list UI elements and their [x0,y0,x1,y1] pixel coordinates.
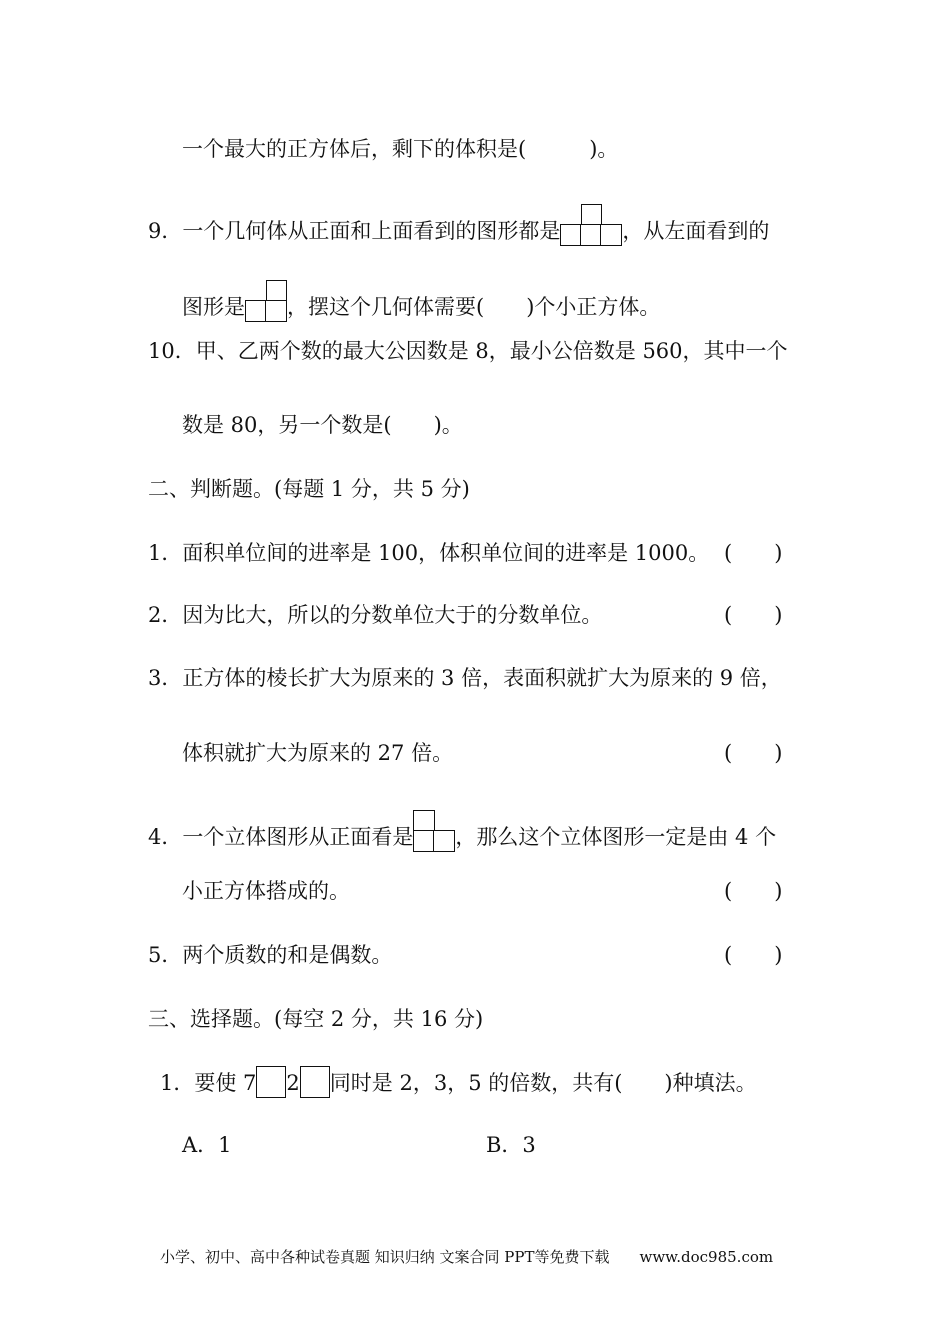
choice-option-b[interactable]: B．3 [486,1133,536,1157]
question-9-line-1 [148,204,769,246]
judgement-item-2-answer[interactable]: ( ) [724,603,783,627]
question-9-text-c: 图形是 [182,295,245,319]
judgement-item-4-text-b: ，那么这个立体图形一定是由 4 个 [455,825,777,849]
choice-question-1-suffix: 同时是 2，3，5 的倍数，共有( )种填法。 [329,1071,757,1095]
footer-text: 小学、初中、高中各种试卷真题 知识归纳 文案合同 PPT等免费下载 [160,1248,610,1266]
judgement-item-5-number: 5． [148,943,183,967]
question-9-line-2 [182,280,660,322]
question-9-text-d: ，摆这个几何体需要( )个小正方体。 [287,295,661,319]
footer-url[interactable]: www.doc985.com [639,1248,774,1266]
judgement-item-3-number: 3． [148,666,183,690]
digit-blank-1[interactable] [256,1066,286,1098]
question-10-line-1 [148,336,788,366]
choice-question-1-middle: 2 [286,1071,300,1095]
left-view-figure [245,280,287,322]
judgement-item-3-text: 正方体的棱长扩大为原来的 3 倍，表面积就扩大为原来的 9 倍， [182,666,782,690]
judgement-item-1 [148,538,709,568]
judgement-item-4-text-a: 一个立体图形从正面看是 [182,825,414,849]
question-10-text-a: 甲、乙两个数的最大公因数是 8，最小公倍数是 560，其中一个 [195,339,788,363]
judgement-item-3-line-1 [148,663,782,693]
judgement-item-2 [148,600,602,630]
choice-question-1-number: 1． [160,1071,195,1095]
judgement-item-3-answer[interactable]: ( ) [724,741,783,765]
judgement-item-3-line-2: 体积就扩大为原来的 27 倍。 [182,741,454,765]
choice-question-1 [160,1066,757,1098]
digit-blank-2[interactable] [300,1066,330,1098]
judgement-item-1-number: 1． [148,541,183,565]
question-9-text-b: ，从左面看到的 [622,219,770,243]
judgement-item-2-text: 因为比大，所以的分数单位大于的分数单位。 [182,603,603,627]
judgement-item-2-number: 2． [148,603,183,627]
choice-question-1-prefix: 要使 7 [194,1071,257,1095]
front-view-figure [413,810,455,852]
question-9-text-a: 一个几何体从正面和上面看到的图形都是 [182,219,561,243]
judgement-item-5 [148,940,392,970]
judgement-item-4-line-1 [148,810,776,852]
judgement-item-4-number: 4． [148,825,183,849]
judgement-item-5-answer[interactable]: ( ) [724,943,783,967]
question-10-line-2: 数是 80，另一个数是( )。 [182,413,463,437]
judgement-item-4-line-2: 小正方体搭成的。 [182,879,350,903]
judgement-section-heading: 二、判断题。(每题 1 分，共 5 分) [148,477,470,501]
question-10-number: 10． [148,339,196,363]
judgement-item-5-text: 两个质数的和是偶数。 [182,943,393,967]
front-top-view-figure [560,204,622,246]
judgement-item-4-answer[interactable]: ( ) [724,879,783,903]
question-9-number: 9． [148,219,183,243]
judgement-item-1-text: 面积单位间的进率是 100，体积单位间的进率是 1000。 [182,541,710,565]
choice-option-a[interactable]: A．1 [182,1133,232,1157]
choice-section-heading: 三、选择题。(每空 2 分，共 16 分) [148,1007,484,1031]
question-8-continuation: 一个最大的正方体后，剩下的体积是( )。 [182,137,619,161]
judgement-item-1-answer[interactable]: ( ) [724,541,783,565]
page-footer [160,1246,773,1268]
